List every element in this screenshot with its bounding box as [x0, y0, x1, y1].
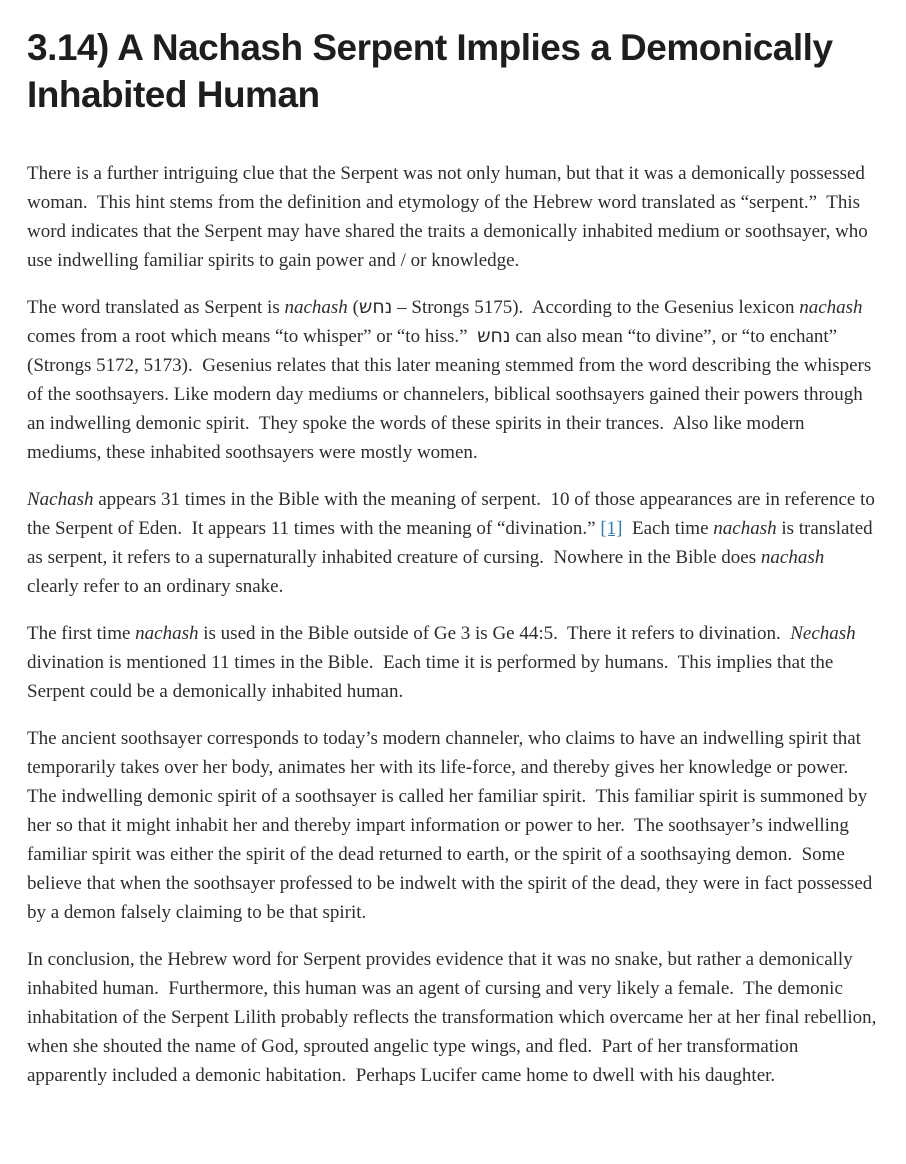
- text-run: divination is mentioned 11 times in the Bible. Each time it is performed by humans. This implies that the Serpent could be a demonically inhabited human.: [27, 622, 861, 702]
- text-run: can also mean “to divine”, or “to enchant” (Strongs 5172, 5173). Gesenius relates that this later meaning stemmed from the word describing the whispers of the soothsayers. Like modern day mediums or channelers, biblical soothsayers gained their powers through an indwelling demonic spirit. They spoke the words of these spirits in their trances. Also like modern mediums, these inhabited soothsayers were mostly women.: [27, 325, 877, 463]
- text-run: (: [347, 296, 359, 318]
- text-run: is translated as serpent, it refers to a supernaturally inhabited creature of cursing. Nowhere in the Bible does: [27, 517, 878, 568]
- paragraph: [27, 619, 878, 706]
- article-body: [27, 159, 882, 1090]
- text-run: – Strongs 5175). According to the Gesenius lexicon: [392, 296, 800, 318]
- footnote-link[interactable]: [1]: [600, 517, 623, 539]
- italic-term: nachash: [799, 296, 863, 318]
- text-run: appears 31 times in the Bible with the meaning of serpent. 10 of those appearances are in reference to the Serpent of Eden. It appears 11 times with the meaning of “divination.”: [27, 488, 880, 539]
- italic-term: nachash: [135, 622, 199, 644]
- paragraph: [27, 159, 878, 275]
- italic-term: nachash: [284, 296, 348, 318]
- paragraph: [27, 724, 878, 927]
- text-run: clearly refer to an ordinary snake.: [27, 546, 829, 597]
- hebrew-word: נחש: [358, 295, 393, 318]
- text-run: comes from a root which means “to whisper” or “to hiss.”: [27, 296, 868, 347]
- italic-term: Nachash: [27, 488, 94, 510]
- hebrew-word: נחש: [477, 324, 511, 347]
- text-run: The ancient soothsayer corresponds to today’s modern channeler, who claims to have an indwelling spirit that temporarily takes over her body, animates her with its life-force, and thereby gives her knowledge or power. The indwelling demonic spirit of a soothsayer is called her familiar spirit. This familiar spirit is summoned by her so that it might inhabit her and thereby impart information or power to her. The soothsayer’s indwelling familiar spirit was either the spirit of the dead returned to earth, or the spirit of a soothsaying demon. Some believe that when the soothsayer professed to be indwelt with the spirit of the dead, they were in fact possessed by a demon falsely claiming to be that spirit.: [27, 727, 878, 923]
- italic-term: nachash: [760, 546, 825, 568]
- italic-term: Nechash: [790, 622, 856, 644]
- text-run: In conclusion, the Hebrew word for Serpent provides evidence that it was no snake, but rather a demonically inhabited human. Furthermore, this human was an agent of cursing and very likely a female. The demonic inhabitation of the Serpent Lilith probably reflects the transformation which overcame her at her final rebellion, when she shouted the name of God, sprouted angelic type wings, and fled. Part of her transformation apparently included a demonic habitation. Perhaps Lucifer came home to dwell with his daughter.: [27, 948, 882, 1086]
- text-run: The first time: [27, 622, 136, 644]
- page-title: 3.14) A Nachash Serpent Implies a Demonically Inhabited Human: [27, 27, 833, 116]
- text-run: There is a further intriguing clue that the Serpent was not only human, but that it was a demonically possessed woman. This hint stems from the definition and etymology of the Hebrew word translated as “serpent.” This word indicates that the Serpent may have shared the traits a demonically inhabited medium or soothsayer, who use indwelling familiar spirits to gain power and / or knowledge.: [27, 162, 873, 271]
- italic-term: nachash: [713, 517, 777, 539]
- paragraph: [27, 485, 878, 601]
- text-run: The word translated as Serpent is: [27, 296, 285, 318]
- text-run: is used in the Bible outside of Ge 3 is Ge 44:5. There it refers to divination.: [198, 622, 791, 644]
- text-run: Each time: [622, 517, 714, 539]
- paragraph: [27, 293, 878, 467]
- paragraph: [27, 945, 882, 1090]
